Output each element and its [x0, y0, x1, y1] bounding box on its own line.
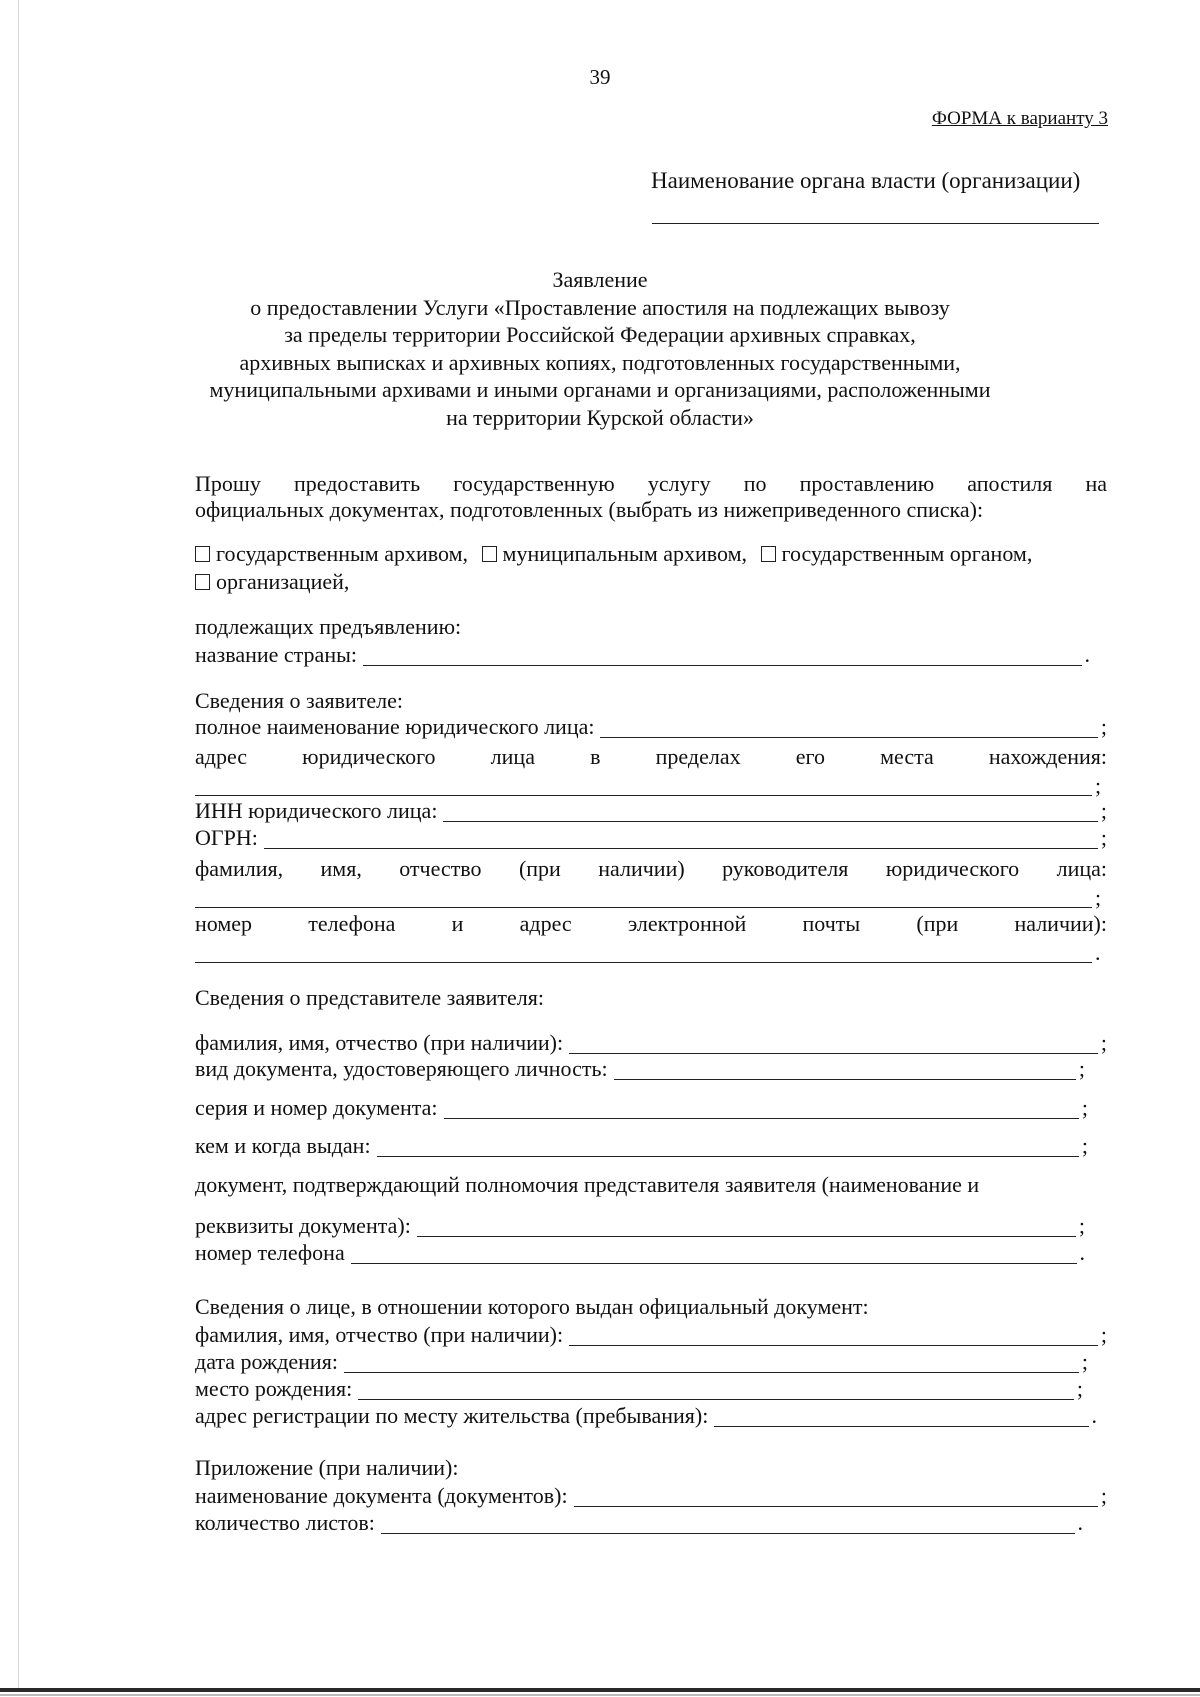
- attachment-heading: Приложение (при наличии):: [195, 1455, 459, 1480]
- document-title: [140, 266, 1060, 431]
- rep-doc-number-row: серия и номер документа: ;: [195, 1095, 1088, 1120]
- rep-doc-number-field[interactable]: [444, 1096, 1079, 1119]
- rep-authority-field[interactable]: [417, 1214, 1076, 1237]
- title-line: о предоставлении Услуги «Проставление апостиля на подлежащих вывозу: [250, 294, 950, 320]
- applicant-name-row: полное наименование юридического лица: ;: [195, 714, 1107, 739]
- rep-doc-type-row: вид документа, удостоверяющего личность: ;: [195, 1056, 1085, 1081]
- birth-date-label: дата рождения:: [195, 1349, 338, 1374]
- ogrn-label: ОГРН:: [195, 825, 258, 850]
- rep-authority-label-2: реквизиты документа):: [195, 1213, 411, 1238]
- applicant-name-field[interactable]: [600, 715, 1097, 738]
- rep-phone-row: номер телефона .: [195, 1240, 1085, 1265]
- subject-fio-field[interactable]: [569, 1323, 1098, 1346]
- title-line: на территории Курской области»: [446, 404, 754, 430]
- representative-heading: Сведения о представителе заявителя:: [195, 985, 544, 1010]
- checkbox[interactable]: [195, 546, 210, 562]
- inn-field[interactable]: [443, 799, 1097, 822]
- options-row-1: [195, 540, 1032, 567]
- country-row: название страны: .: [195, 642, 1090, 667]
- rep-issued-field[interactable]: [377, 1134, 1079, 1157]
- birth-place-field[interactable]: [358, 1377, 1074, 1400]
- request-line-2: официальных документах, подготовленных (выбрать из нижеприведенного списка):: [195, 497, 984, 522]
- attachment-name-row: наименование документа (документов): ;: [195, 1483, 1107, 1508]
- registration-address-field[interactable]: [714, 1404, 1088, 1427]
- rep-authority-row: реквизиты документа): ;: [195, 1213, 1085, 1238]
- subject-fio-row: фамилия, имя, отчество (при наличии): ;: [195, 1322, 1107, 1347]
- rep-fio-field[interactable]: [569, 1031, 1098, 1054]
- page-number: 39: [589, 65, 611, 89]
- scan-left-edge: [18, 0, 19, 1688]
- applicant-address-label: адрес юридического лица в пределах его места нахождения:: [195, 744, 1107, 769]
- rep-phone-field[interactable]: [351, 1241, 1077, 1264]
- form-label: ФОРМА к варианту 3: [931, 108, 1108, 129]
- checkbox[interactable]: [195, 574, 210, 590]
- option-municipal-archive[interactable]: муниципальным архивом,: [482, 541, 748, 566]
- rep-doc-type-field[interactable]: [614, 1057, 1076, 1080]
- title-line: за пределы территории Российской Федерации архивных справках,: [284, 322, 916, 347]
- document-page: 39 ФОРМА к варианту 3 Наименование органа власти (организации) Заявление о предоставлении Услуги «Проставление апостиля на подлежащих вывозу за пределы территории Российской Федерации архивных справках, архивных выписках и архивных копиях, подготовленных государственными, муниципальными архивами и иными органами и организациями, расположенными на территории Курской области» Прошу предоставить государственную услугу по проставлению апостиля на официальных документах, подготовленных (выбрать из нижеприведенного списка): государственным архивом, муниципальным архивом, государственным органом, организацией, подлежащих предъявлению: название страны: . Сведения о заявителе: полное наименование юридического лица: ; адрес юридического лица в пределах его места нахождения: ; ИНН юридического лица: ; ОГРН: ; фамилия, имя, отчество (при наличии) руководителя юридического лица: ; номер телефона и адрес электронной почты (при наличии): . Сведения о представителе заявителя: фамилия, имя, отчество (при наличии): ; вид документа, удостоверяющего личность: ; серия и номер документа: ; кем и когда выдан: ; документ, подтверждающий полномочия представителя заявителя (наименование и реквизиты документа): ; номер телефона . Сведения о лице, в отношении которого выдан официальный документ: фамилия, имя, отчество (при наличии): ; дата рождения: ; место рождения: ; адрес регистрации по месту жительства (пребывания): . Приложение (при наличии): наименование документа (документов): ; количество листов: .: [0, 0, 1200, 1697]
- applicant-heading: Сведения о заявителе:: [195, 688, 404, 713]
- options-row-2: [195, 568, 349, 595]
- rep-fio-row: фамилия, имя, отчество (при наличии): ;: [195, 1030, 1107, 1055]
- registration-address-row: адрес регистрации по месту жительства (пребывания): .: [195, 1403, 1097, 1428]
- birth-date-field[interactable]: [344, 1350, 1079, 1373]
- title-line: архивных выписках и архивных копиях, подготовленных государственными,: [239, 349, 961, 375]
- sheets-count-field[interactable]: [381, 1511, 1075, 1534]
- rep-doc-type-label: вид документа, удостоверяющего личность:: [195, 1056, 608, 1081]
- checkbox[interactable]: [482, 546, 497, 562]
- birth-date-row: дата рождения: ;: [195, 1349, 1088, 1374]
- birth-place-label: место рождения:: [195, 1376, 353, 1401]
- subject-heading: Сведения о лице, в отношении которого выдан официальный документ:: [195, 1294, 869, 1319]
- rep-authority-label: документ, подтверждающий полномочия представителя заявителя (наименование и: [195, 1172, 980, 1197]
- head-field[interactable]: [195, 907, 1092, 908]
- head-label: фамилия, имя, отчество (при наличии) руководителя юридического лица:: [195, 856, 1107, 881]
- attachment-name-field[interactable]: [574, 1484, 1098, 1507]
- sheets-count-label: количество листов:: [195, 1510, 375, 1535]
- option-state-archive[interactable]: государственным архивом,: [195, 541, 468, 566]
- scan-bottom-shadow: [0, 1694, 1200, 1696]
- checkbox[interactable]: [761, 546, 776, 562]
- ogrn-row: ОГРН: ;: [195, 825, 1107, 850]
- organization-label: Наименование органа власти (организации): [651, 168, 1081, 193]
- request-line-1: Прошу предоставить государственную услугу по проставлению апостиля на: [195, 471, 1107, 496]
- contacts-field[interactable]: [195, 962, 1092, 963]
- rep-phone-label: номер телефона: [195, 1240, 345, 1265]
- ogrn-field[interactable]: [264, 826, 1098, 849]
- inn-row: ИНН юридического лица: ;: [195, 798, 1107, 823]
- title-heading: Заявление: [552, 267, 648, 292]
- rep-issued-row: кем и когда выдан: ;: [195, 1133, 1088, 1158]
- subject-fio-label: фамилия, имя, отчество (при наличии):: [195, 1322, 564, 1347]
- country-field[interactable]: [363, 643, 1082, 666]
- organization-field[interactable]: [652, 223, 1099, 224]
- birth-place-row: место рождения: ;: [195, 1376, 1083, 1401]
- rep-doc-number-label: серия и номер документа:: [195, 1095, 438, 1120]
- rep-fio-label: фамилия, имя, отчество (при наличии):: [195, 1030, 564, 1055]
- applicant-name-label: полное наименование юридического лица:: [195, 714, 595, 739]
- rep-issued-label: кем и когда выдан:: [195, 1133, 371, 1158]
- country-intro: подлежащих предъявлению:: [195, 614, 462, 639]
- scan-bottom-edge: [0, 1688, 1200, 1692]
- sheets-count-row: количество листов: .: [195, 1510, 1083, 1535]
- title-line: муниципальными архивами и иными органами и организациями, расположенными: [209, 377, 991, 402]
- contacts-label: номер телефона и адрес электронной почты (при наличии):: [195, 911, 1107, 936]
- country-label: название страны:: [195, 642, 357, 667]
- attachment-name-label: наименование документа (документов):: [195, 1483, 568, 1508]
- inn-label: ИНН юридического лица:: [195, 798, 438, 823]
- registration-address-label: адрес регистрации по месту жительства (пребывания):: [195, 1403, 709, 1428]
- option-organization[interactable]: организацией,: [195, 569, 349, 594]
- option-state-body[interactable]: государственным органом,: [761, 541, 1033, 566]
